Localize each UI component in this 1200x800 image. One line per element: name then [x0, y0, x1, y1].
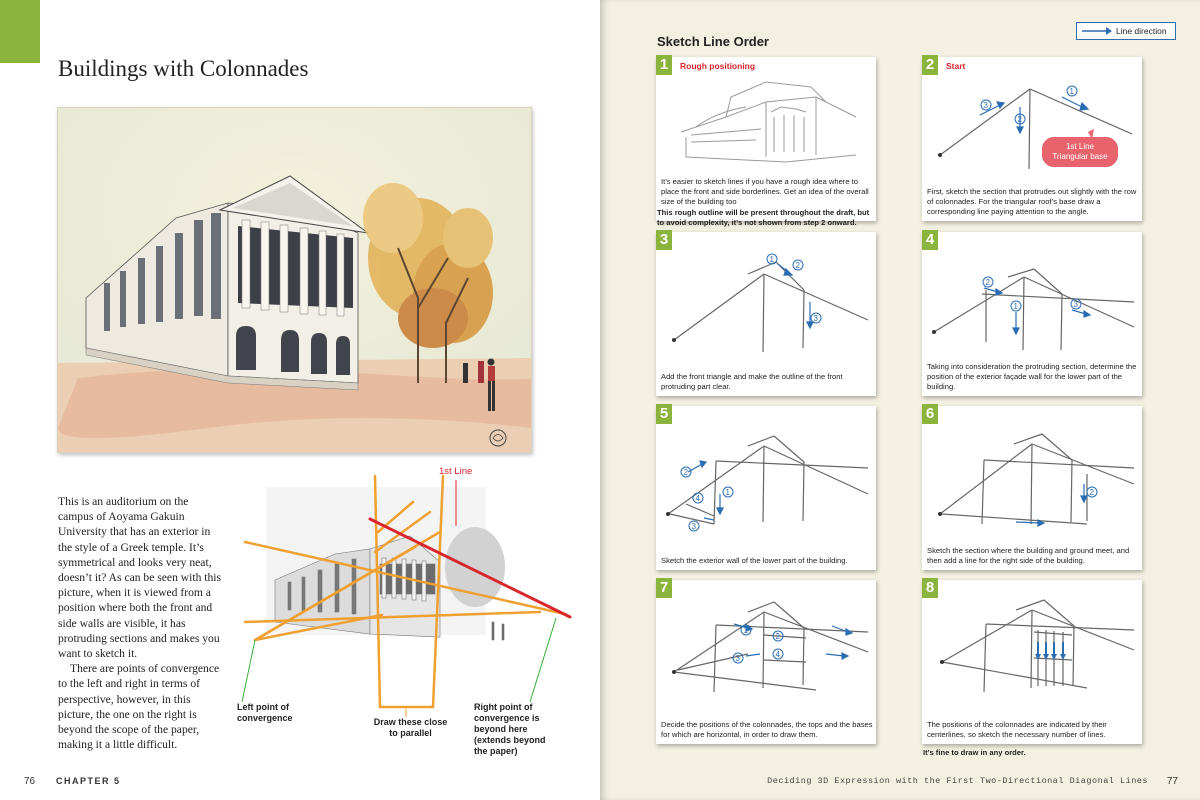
step-caption: It’s easier to sketch lines if you have a rough idea where to place the front and side borderlines. Get an idea of the overall size of the building too	[661, 177, 869, 206]
step-card-5	[656, 406, 876, 570]
page-title: Buildings with Colonnades	[58, 56, 309, 81]
step-number: 5	[656, 404, 672, 424]
legend-label: Line direction	[1116, 26, 1167, 36]
svg-text:2: 2	[985, 278, 990, 287]
step-8-note: It’s fine to draw in any order.	[923, 748, 1026, 757]
svg-text:3: 3	[691, 522, 696, 531]
svg-text:1: 1	[743, 626, 748, 635]
step-caption: The positions of the colonnades are indicated by their centerlines, so sketch the necessary number of lines.	[927, 720, 1107, 739]
svg-text:3: 3	[1073, 300, 1078, 309]
svg-text:4: 4	[775, 650, 780, 659]
chapter-tab	[0, 0, 40, 63]
bubble-line-1: 1st Line	[1065, 142, 1095, 151]
step-title: Start	[946, 61, 966, 71]
parallel-label: Draw these close to parallel	[373, 717, 448, 738]
left-convergence-label: Left point of convergence	[237, 702, 293, 723]
step-number: 7	[656, 578, 672, 598]
svg-text:1: 1	[1069, 87, 1074, 96]
page-number-left: 76	[24, 776, 36, 787]
svg-text:1: 1	[769, 255, 774, 264]
step-card-8	[922, 580, 1142, 744]
step-caption: Sketch the exterior wall of the lower part of the building.	[661, 556, 848, 565]
arrow-right-icon	[1082, 27, 1112, 35]
right-convergence-label: Right point of convergence is beyond here (extends beyond the paper)	[474, 702, 546, 756]
perspective-diagram	[230, 462, 590, 780]
line-direction-legend	[1076, 22, 1176, 40]
step-card-3	[656, 232, 876, 396]
step-caption: Decide the positions of the colonnades, the tops and the bases for which are horizontal, in order to draw them.	[661, 720, 873, 739]
right-page	[600, 0, 1200, 800]
step-number: 3	[656, 230, 672, 250]
svg-text:2: 2	[775, 632, 780, 641]
painting-illustration	[58, 108, 532, 453]
svg-text:2: 2	[795, 261, 800, 270]
step-number: 6	[922, 404, 938, 424]
svg-text:1: 1	[1013, 302, 1018, 311]
running-footer: Deciding 3D Expression with the First Two-Directional Diagonal Lines	[767, 776, 1148, 786]
body-paragraph: There are points of convergence to the left and right in terms of perspective, however, in this picture, the one on the right is beyond the scope of the paper, making it a little difficult.	[58, 662, 220, 752]
body-text	[58, 494, 226, 752]
svg-text:3: 3	[983, 101, 988, 110]
step-1-note: This rough outline will be present throughout the draft, but to avoid complexity, it’s not shown from step 2 onward.	[657, 208, 870, 227]
step-number: 8	[922, 578, 938, 598]
first-line-bubble	[1042, 137, 1118, 167]
chapter-label: CHAPTER 5	[56, 776, 121, 786]
bubble-line-2: Triangular base	[1052, 152, 1108, 161]
step-number: 4	[922, 230, 938, 250]
step-card-2	[922, 57, 1142, 221]
svg-text:3: 3	[735, 654, 740, 663]
step-caption: Sketch the section where the building and ground meet, and then add a line for the right side of the building.	[927, 546, 1130, 565]
step-card-1	[656, 57, 876, 221]
svg-text:3: 3	[813, 314, 818, 323]
svg-text:2: 2	[683, 468, 688, 477]
first-line-label: 1st Line	[439, 466, 473, 477]
step-card-7	[656, 580, 876, 744]
step-caption: First, sketch the section that protrudes out slightly with the row of colonnades. For the triangular roof’s base draw a corresponding line paying attention to the angle.	[927, 187, 1137, 216]
step-5-sketch	[656, 406, 876, 570]
svg-text:2: 2	[1017, 115, 1022, 124]
step-title: Rough positioning	[680, 61, 756, 71]
page-number-right: 77	[1166, 776, 1178, 787]
svg-text:2: 2	[1089, 488, 1094, 497]
building-painting	[57, 107, 532, 453]
step-card-6	[922, 406, 1142, 570]
step-caption: Taking into consideration the protruding section, determine the position of the exterior façade wall for the lower part of the building.	[927, 362, 1137, 391]
step-caption: Add the front triangle and make the outline of the front protruding part clear.	[661, 372, 843, 391]
step-card-4	[922, 232, 1142, 396]
svg-text:4: 4	[695, 494, 700, 503]
section-title: Sketch Line Order	[657, 34, 769, 49]
body-paragraph: This is an auditorium on the campus of Aoyama Gakuin University that has an exterior in the style of a Greek temple. It’s symmetrical and looks very neat, doesn’t it? As can be seen with this picture, when it is viewed from a position where both the front and side walls are visible, it has protruding sections and makes you want to sketch it.	[58, 495, 222, 661]
step-number: 1	[656, 55, 672, 75]
svg-text:1: 1	[725, 488, 730, 497]
step-number: 2	[922, 55, 938, 75]
